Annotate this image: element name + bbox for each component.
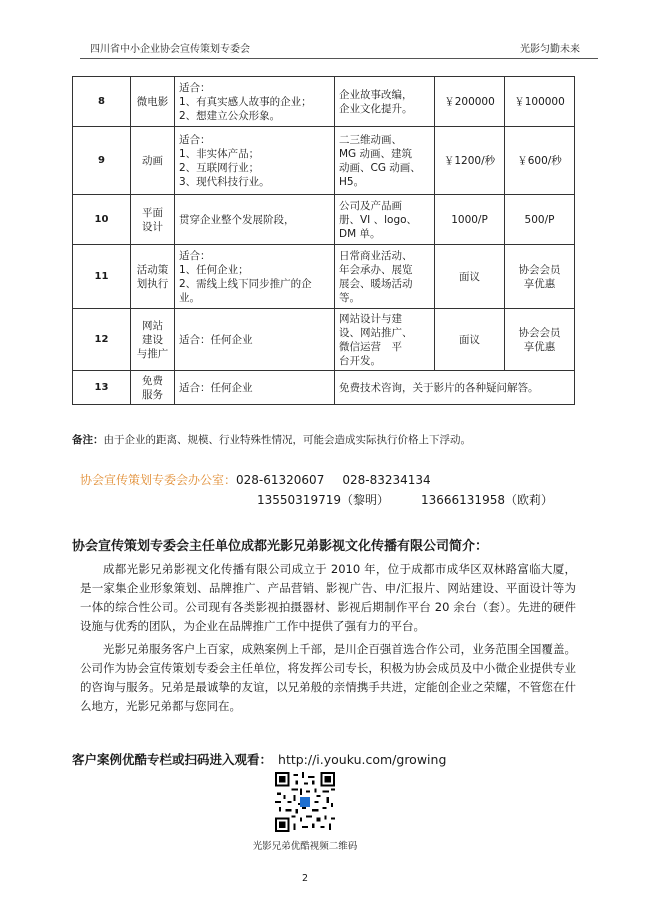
suitable-for (175, 77, 335, 127)
service-name-line: 建设 (142, 333, 163, 346)
service-content-line: MG 动画、建筑 (339, 147, 413, 160)
service-name-line: 划执行 (136, 277, 169, 290)
service-name-line: 网站 (142, 319, 163, 332)
suitable-for-line: 2、互联网行业； (179, 161, 260, 174)
price: ￥200000 (435, 77, 505, 127)
youku-link[interactable]: http://i.youku.com/growing (278, 752, 447, 767)
note-label: 备注： (72, 434, 104, 446)
cases-line (72, 750, 446, 768)
service-content-line: 台开发。 (339, 354, 381, 367)
note (72, 432, 471, 447)
service-content: 免费技术咨询，关于影片的各种疑问解答。 (335, 371, 575, 405)
suitable-for-line: 适合： (179, 81, 211, 94)
suitable-for-line: 业。 (179, 291, 200, 304)
page-number: 2 (301, 873, 309, 884)
suitable-for-line: 2、想建立公众形象。 (179, 109, 281, 122)
row-number: 10 (73, 195, 131, 245)
office-mobile-2: 13666131958（欧莉） (420, 493, 553, 507)
service-content (335, 195, 435, 245)
service-name-line: 动画 (142, 154, 163, 167)
suitable-for-line: 适合：任何企业 (179, 333, 253, 346)
member-price-line: 协会会员 (518, 263, 561, 276)
suitable-for-line: 贯穿企业整个发展阶段， (179, 213, 295, 226)
suitable-for (175, 195, 335, 245)
office-phone-2: 028-83234134 (342, 473, 431, 487)
table-row (73, 309, 575, 371)
service-content (335, 245, 435, 309)
intro-paragraph-1: 成都光影兄弟影视文化传播有限公司成立于 2010 年，位于成都市成华区双林路富临大厦，是一家集企业形象策划、品牌推广、产品营销、影视广告、申/汇报片、网站建设、平面设计等为一体的综合性公司。公司现有各类影视拍摄器材、影视后期制作平台 20 余台（套）。先进的硬件设施与优秀的团队，为企业在品牌推广工作中提供了强有力的平台。 (80, 562, 576, 633)
header-rule (80, 58, 598, 59)
service-name-line: 设计 (142, 220, 163, 233)
service-name (131, 309, 175, 371)
suitable-for (175, 127, 335, 195)
member-price (505, 127, 575, 195)
service-name (131, 245, 175, 309)
page-header (80, 40, 580, 62)
service-name-line: 活动策 (136, 263, 169, 276)
service-name-line: 免费 (142, 374, 163, 387)
suitable-for-line: 适合： (179, 249, 211, 262)
row-number: 9 (73, 127, 131, 195)
qr-code-icon[interactable] (275, 772, 335, 832)
service-name-line: 平面 (142, 206, 163, 219)
header-slogan: 光影匀勤未来 (520, 44, 580, 55)
member-price-line: ￥100000 (514, 95, 565, 108)
suitable-for: 适合：任何企业 (175, 371, 335, 405)
member-price (505, 195, 575, 245)
service-content-line: 微信运营 平 (339, 340, 402, 353)
service-name (131, 77, 175, 127)
suitable-for-line: 3、现代科技行业。 (179, 175, 270, 188)
service-content-line: 动画、CG 动画、 (339, 161, 421, 174)
note-text: 由于企业的距离、规模、行业特殊性情况，可能会造成实际执行价格上下浮动。 (103, 434, 471, 446)
service-content-line: 企业故事改编， (339, 88, 413, 101)
member-price-line: 享优惠 (523, 340, 556, 353)
pricing-table (72, 76, 575, 405)
member-price (505, 245, 575, 309)
table-row (73, 371, 575, 405)
service-content-line: DM 单。 (339, 227, 381, 240)
member-price (505, 309, 575, 371)
service-name (131, 195, 175, 245)
service-content (335, 77, 435, 127)
service-content-line: H5。 (339, 175, 365, 188)
suitable-for (175, 245, 335, 309)
service-content-line: 等。 (339, 291, 360, 304)
service-content-line: 企业文化提升。 (339, 102, 413, 115)
table-row (73, 127, 575, 195)
service-content-line: 日常商业活动、 (339, 249, 413, 262)
price: 面议 (435, 309, 505, 371)
service-content-line: 展会、暖场活动 (339, 277, 413, 290)
service-name (131, 371, 175, 405)
row-number: 13 (73, 371, 131, 405)
price: ￥1200/秒 (435, 127, 505, 195)
office-label: 协会宣传策划专委会办公室： (80, 473, 237, 487)
table-row (73, 245, 575, 309)
pricing-table-body (73, 77, 575, 405)
intro-title: 协会宣传策划专委会主任单位成都光影兄弟影视文化传播有限公司简介： (72, 539, 489, 554)
price: 1000/P (435, 195, 505, 245)
table-row (73, 195, 575, 245)
suitable-for (175, 309, 335, 371)
row-number: 12 (73, 309, 131, 371)
office-phone-1: 028-61320607 (236, 473, 325, 487)
member-price-line: 500/P (524, 213, 555, 226)
suitable-for-line: 1、非实体产品； (179, 147, 260, 160)
cases-label: 客户案例优酷专栏或扫码进入观看： (72, 752, 273, 767)
suitable-for-line: 1、任何企业； (179, 263, 249, 276)
service-content-line: 册、VI 、logo、 (339, 213, 418, 226)
service-content-line: 二三维动画、 (339, 133, 402, 146)
price: 面议 (435, 245, 505, 309)
row-number: 8 (73, 77, 131, 127)
member-price-line: 协会会员 (518, 326, 561, 339)
service-content-line: 年会承办、展览 (339, 263, 413, 276)
service-content-line: 公司及产品画 (339, 199, 402, 212)
suitable-for-line: 2、需线上线下同步推广的企 (179, 277, 312, 290)
service-name-line: 微电影 (136, 95, 169, 108)
member-price (505, 77, 575, 127)
header-org: 四川省中小企业协会宣传策划专委会 (90, 44, 250, 55)
service-name-line: 与推广 (136, 347, 169, 360)
suitable-for-line: 1、有真实感人故事的企业； (179, 95, 312, 108)
service-content-line: 网站设计与建 (339, 312, 402, 325)
row-number: 11 (73, 245, 131, 309)
member-price-line: ￥600/秒 (517, 154, 562, 167)
service-name-line: 服务 (142, 388, 163, 401)
member-price-line: 享优惠 (523, 277, 556, 290)
intro-paragraph-2: 光影兄弟服务客户上百家，成熟案例上千部，是川企百强首选合作公司，业务范围全国覆盖。公司作为协会宣传策划专委会主任单位，将发挥公司专长，积极为协会成员及中小微企业提供专业的咨询与服务。兄弟是最诚挚的友谊，以兄弟般的亲情携手共进，定能创企业之荣耀，不管您在什么地方，光影兄弟都与您同在。 (80, 642, 576, 713)
qr-caption: 光影兄弟优酷视频二维码 (252, 841, 358, 852)
suitable-for-line: 适合： (179, 133, 211, 146)
service-content (335, 309, 435, 371)
service-content-line: 设、网站推广、 (339, 326, 413, 339)
table-row (73, 77, 575, 127)
office-contacts (80, 470, 553, 510)
office-mobile-1: 13550319719（黎明） (257, 493, 389, 507)
service-content (335, 127, 435, 195)
service-name (131, 127, 175, 195)
